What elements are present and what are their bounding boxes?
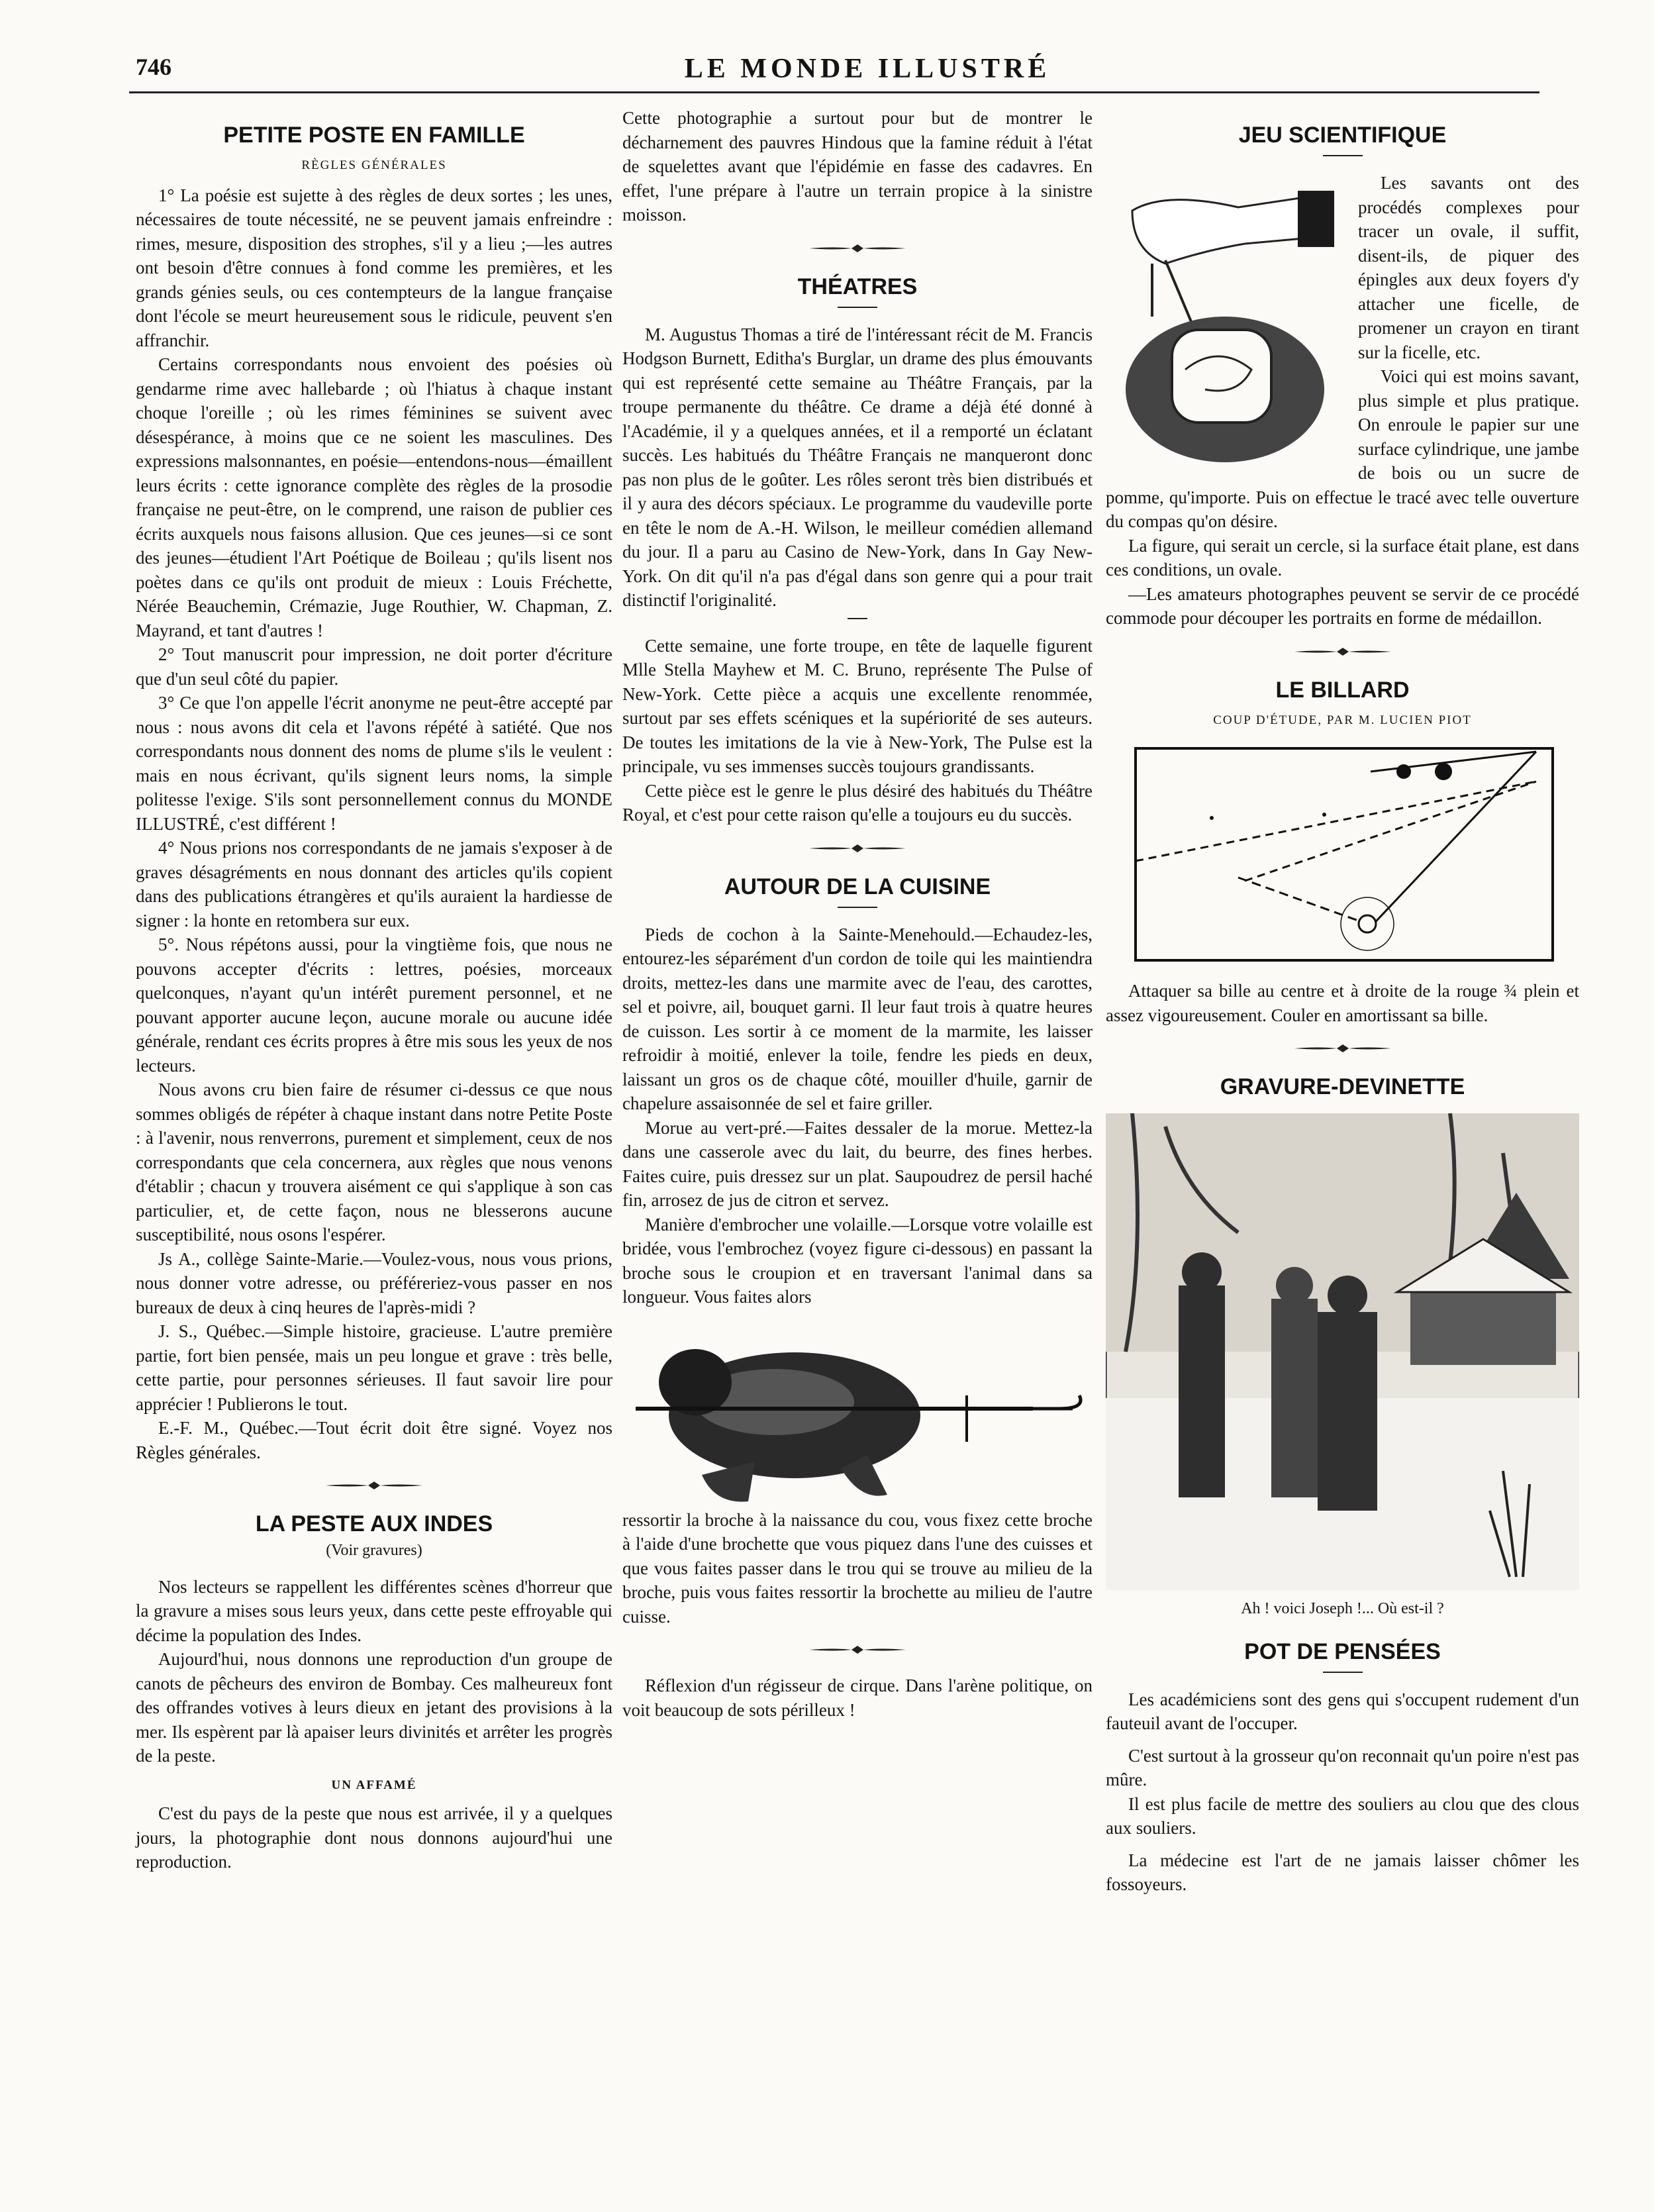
- paragraph: Certains correspondants nous envoient des poésies où gendarme rime avec hallebarde ; où l'hiatus à chaque instant choque l'oreille ; où les rimes féminines se suivent avec désespérance, à moins que ce ne soient les masculines. Des expressions malsonnantes, en poésie—entendons-nous—émaillent leurs écrits : cette ignorance complète des règles de la prosodie française ne peut-être, on le comprend, une raison de publier ces écrits auxquels nous faisons allusion. Que ces jeunes—si ce sont des jeunes—étudient l'Art Poétique de Boileau ; qu'ils lisent nos poètes dans ce qu'ils ont produit de mieux : Louis Fréchette, Nérée Beauchemin, Crémazie, Juge Routhier, W. Chapman, Z. Mayrand, et tant d'autres !: [136, 354, 612, 640]
- column-3: [1106, 106, 1579, 1897]
- peste-subtitle: (Voir gravures): [326, 1542, 422, 1559]
- paragraph: 1° La poésie est sujette à des règles de deux sortes ; les unes, nécessaires de toute nécessité, ne se peuvent jamais enfreindre : rimes, mesure, disposition des strophes, s'il y a lieu ;—les autres ont besoin d'être connues à fond comme les premières, et les grands génies seuls, ou ces contempteurs de la langue française dont l'école se meurt heureusement sous le ridicule, peuvent s'en affranchir.: [136, 185, 612, 350]
- paragraph: Attaquer sa bille au centre et à droite de la rouge ¾ plein et assez vigoureusement. Couler en amortissant sa bille.: [1106, 981, 1579, 1025]
- paragraph: —Les amateurs photographes peuvent se servir de ce procédé commode pour découper les portraits en forme de médaillon.: [1106, 583, 1579, 628]
- header-rule: [129, 91, 1539, 93]
- jeu-title: JEU SCIENTIFIQUE: [1238, 123, 1447, 148]
- title-rule: [1323, 155, 1363, 156]
- paragraph: Réflexion d'un régisseur de cirque. Dans l'arène politique, on voit beaucoup de sots périlleux !: [622, 1676, 1093, 1720]
- paragraph: 2° Tout manuscrit pour impression, ne doit porter d'écriture que d'un seul côté du papier.: [136, 644, 612, 689]
- paragraph: Cette pièce est le genre le plus désiré des habitués du Théâtre Royal, et c'est pour cette raison qu'elle a toujours eu du succès.: [622, 780, 1093, 825]
- paragraph: Les savants ont des procédés complexes pour tracer un ovale, il suffit, disent-ils, de piquer des épingles aux deux foyers d'y attacher une ficelle, de promener un crayon en tirant sur la ficelle, etc.: [1358, 173, 1579, 362]
- peste-title: LA PESTE AUX INDES: [255, 1511, 493, 1536]
- paragraph: Morue au vert-pré.—Faites dessaler de la morue. Mettez-la dans une casserole avec du lait, du beurre, des fines herbes. Faites cuire, puis dressez sur un plat. Saupoudrez de persil haché fin, arrosez de jus de citron et servez.: [622, 1117, 1093, 1210]
- column-2: [622, 106, 1093, 1722]
- signature: UN AFFAMÉ: [331, 1778, 417, 1792]
- theatres-title: THÉATRES: [797, 274, 918, 299]
- paragraph: Nos lecteurs se rappellent les différentes scènes d'horreur que la gravure a mises sous leurs yeux, dans cette peste effroyable qui décime la population des Indes.: [136, 1576, 612, 1645]
- paragraph: J. S., Québec.—Simple histoire, gracieuse. L'autre première partie, fort bien pensée, mais un peu longue et grave : très belle, cette partie, pour personnes sérieuses. Il faut savoir lire pour apprécier ! Publierons le tout.: [136, 1321, 612, 1414]
- ornament-divider: [1293, 1042, 1392, 1055]
- paragraph: C'est du pays de la peste que nous est arrivée, il y a quelques jours, la photographie dont nous donnons aujourd'hui une reproduction.: [136, 1803, 612, 1872]
- hand-drawing-oval-illustration: [1106, 171, 1347, 482]
- section-rule: [848, 618, 867, 619]
- gravure-caption: Ah ! voici Joseph !... Où est-il ?: [1241, 1600, 1444, 1617]
- paragraph: 4° Nous prions nos correspondants de ne jamais s'exposer à de graves désagréments en nous donnant des articles qu'ils copient dans des publications étrangères et qu'ils auraient la hardiesse de signer : la honte en retombera sur eux.: [136, 838, 612, 930]
- paragraph: Manière d'embrocher une volaille.—Lorsque votre volaille est bridée, vous l'embrochez (voyez figure ci-dessous) en passant la broche sous le croupion et en traversant l'animal dans sa longueur. Vous faites alors: [622, 1214, 1093, 1307]
- paragraph: ressortir la broche à la naissance du cou, vous fixez cette broche à l'aide d'une brochette que vous piquez dans l'une des cuisses et que vous faites passer dans le trou qui se trouve au milieu de la broche, puis vous faites ressortir la brochette au milieu de l'autre cuisse.: [622, 1509, 1093, 1627]
- ornament-divider: [324, 1479, 424, 1492]
- paragraph: Les académiciens sont des gens qui s'occupent rudement d'un fauteuil avant de l'occuper.: [1106, 1689, 1579, 1733]
- paragraph: Il est plus facile de mettre des souliers au clou que des clous aux souliers.: [1106, 1793, 1579, 1838]
- petite-poste-title: PETITE POSTE EN FAMILLE: [223, 123, 525, 148]
- paragraph: Nous avons cru bien faire de résumer ci-dessus ce que nous sommes obligés de répéter à chaque instant dans notre Petite Poste : à l'avenir, nous renverrons, purement et simplement, ceux de nos correspondants que cela concernera, aux règles que nous venons d'établir ; chacun y trouvera aisément ce qui s'applique à son cas particulier, et, de cette façon, nous ne blesserons aucune susceptibilité, nous osons l'espérer.: [136, 1080, 612, 1244]
- ornament-divider: [808, 1643, 907, 1656]
- gravure-title: GRAVURE-DEVINETTE: [1220, 1074, 1465, 1099]
- ornament-divider: [808, 842, 907, 855]
- billard-subtitle: COUP D'ÉTUDE, PAR M. LUCIEN PIOT: [1213, 713, 1472, 727]
- billard-title: LE BILLARD: [1275, 677, 1410, 703]
- ornament-divider: [1293, 645, 1392, 658]
- masthead: LE MONDE ILLUSTRÉ: [684, 54, 1051, 84]
- paragraph: C'est surtout à la grosseur qu'on reconnait qu'un poire n'est pas mûre.: [1106, 1745, 1579, 1789]
- paragraph: 3° Ce que l'on appelle l'écrit anonyme ne peut-être accepté par nous : nous avons dit cela et l'avons répété à satiété. Que nos correspondants nous donnent des noms de plume s'ils le veulent : mais en nous écrivant, qu'ils signent leurs noms, la simple politesse l'exige. S'ils sont personnellement connus du MONDE ILLUSTRÉ, c'est différent !: [136, 693, 612, 834]
- petite-poste-subtitle: RÈGLES GÉNÉRALES: [301, 158, 447, 172]
- paragraph: E.-F. M., Québec.—Tout écrit doit être signé. Voyez nos Règles générales.: [136, 1418, 612, 1462]
- ornament-divider: [808, 242, 907, 255]
- title-rule: [838, 907, 877, 908]
- paragraph: 5°. Nous répétons aussi, pour la vingtième fois, que nous ne pouvons accepter d'écrits : lettres, poésies, morceaux quelconques, n'ayant qu'un intérêt purement personnel, et ne pouvant apporter aucune leçon, aucune morale ou aucune idée générale, rendant ces écrits propres à être mis sous les yeux de nos lecteurs.: [136, 934, 612, 1076]
- page-number: 746: [136, 54, 171, 80]
- pot-title: POT DE PENSÉES: [1244, 1638, 1441, 1664]
- paragraph: Voici qui est moins savant, plus simple et plus pratique. On enroule le papier sur une surface cylindrique, une jambe de bois ou un sucre de pomme, qu'importe. Puis on effectue le tracé avec telle ouverture du compas qu'on désire.: [1106, 366, 1579, 531]
- paragraph: Cette semaine, une forte troupe, en tête de laquelle figurent Mlle Stella Mayhew et M. C. Bruno, représente The Pulse of New-York. Cette pièce a acquis une excellente renommée, surtout par ses effets scéniques et la supériorité de ses auteurs. De toutes les imitations de la vie à New-York, The Pulse est la principale, vu ses immenses succès toujours grandissants.: [622, 635, 1093, 776]
- winter-scene-engraving: [1106, 1113, 1579, 1590]
- billiard-diagram: [1106, 742, 1579, 967]
- paragraph: La médecine est l'art de ne jamais laisser chômer les fossoyeurs.: [1106, 1850, 1579, 1894]
- title-rule: [838, 307, 877, 308]
- cuisine-title: AUTOUR DE LA CUISINE: [724, 874, 991, 899]
- title-rule: [1323, 1672, 1363, 1673]
- paragraph: Aujourd'hui, nous donnons une reproduction d'un groupe de canots de pêcheurs des environ de Bombay. Ces malheureux font des offrandes votives à leurs dieux en jetant des provisions à la mer. Ils espèrent par là apaiser leurs divinités et arrêter les progrès de la peste.: [136, 1649, 612, 1766]
- paragraph: Pieds de cochon à la Sainte-Menehould.—Echaudez-les, entourez-les séparément d'un cordon de toile qui les maintiendra droits, mettez-les dans une marmite avec de l'eau, des carottes, sel et poivre, ail, bouquet garni. Il leur faut trois à quatre heures de cuisson. Les sortir à ce moment de la marmite, les laisser refroidir à moitié, enlever la toile, fendre les pieds en deux, laissant un gros os de chaque côté, mouiller d'huile, garnir de chapelure assaisonnée de sel et faire griller.: [622, 924, 1093, 1113]
- paragraph: La figure, qui serait un cercle, si la surface était plane, est dans ces conditions, un ovale.: [1106, 535, 1579, 579]
- paragraph: Cette photographie a surtout pour but de montrer le décharnement des pauvres Hindous que la famine réduit à l'état de squelettes avant que l'épidémie en fasse des cadavres. En effet, l'une prépare à l'autre un terrain propice à la sinistre moisson.: [622, 108, 1093, 225]
- paragraph: Js A., collège Sainte-Marie.—Voulez-vous, nous vous prions, nous donner votre adresse, ou préféreriez-vous passer en nos bureaux de deux à cinq heures de l'après-midi ?: [136, 1248, 612, 1317]
- paragraph: M. Augustus Thomas a tiré de l'intéressant récit de M. Francis Hodgson Burnett, Editha's Burglar, un drame des plus émouvants qui est représenté cette semaine au Théâtre Français, par la troupe permanente du théâtre. Ce drame a déjà été donné à l'Académie, il y a quelques années, et il a remporté un éclatant succès. Les habitués du Théâtre Français ne manqueront donc pas non plus de le goûter. Les rôles seront très bien distribués et il y aura des décors spéciaux. Le programme du vaudeville porte en tête le nom de A.-H. Wilson, le meilleur comédien allemand du jour. Il a paru au Casino de New-York, dans In Gay New-York. On dit qu'il n'a pas d'égal dans son genre qui a pour trait distinctif l'originalité.: [622, 324, 1093, 610]
- trussed-fowl-illustration: [622, 1309, 1093, 1508]
- column-1: [136, 106, 612, 1874]
